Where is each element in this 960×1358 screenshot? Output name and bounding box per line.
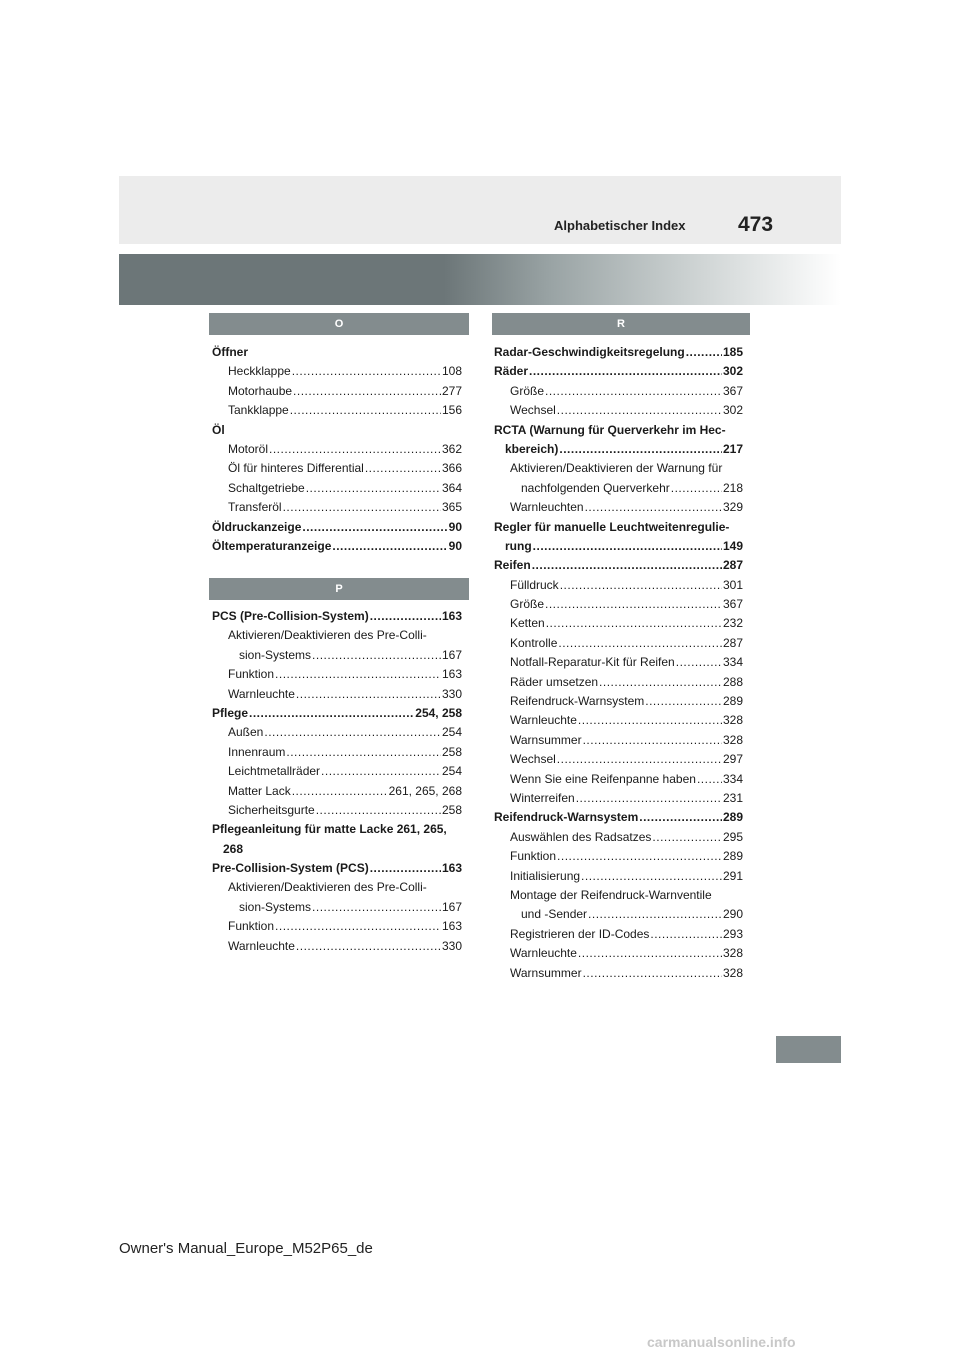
- index-entry: [494, 711, 743, 730]
- index-entry: [494, 401, 743, 420]
- index-entry-term: Pflegeanleitung für matte Lacke 261, 265,: [212, 822, 447, 837]
- index-entry-page: 302: [722, 403, 743, 418]
- index-list-p: [212, 607, 462, 956]
- index-entry: [494, 440, 743, 459]
- page-number: 473: [738, 213, 774, 236]
- dot-leader: [292, 362, 441, 381]
- index-entry-page: 291: [722, 868, 743, 883]
- index-entry-page: 367: [722, 383, 743, 398]
- dot-leader: [557, 847, 722, 866]
- dot-leader: [292, 782, 388, 801]
- index-entry: [494, 518, 743, 537]
- index-entry-page: 362: [441, 441, 462, 456]
- index-entry: [212, 498, 462, 517]
- index-entry-term: Tankklappe: [228, 403, 289, 418]
- index-entry-term: Heckklappe: [228, 364, 291, 379]
- index-entry: [494, 634, 743, 653]
- index-entry-term: Aktivieren/Deaktivieren der Warnung für: [510, 461, 723, 476]
- index-entry-term: Warnsummer: [510, 732, 582, 747]
- header-band: [119, 176, 841, 244]
- index-entry: [212, 646, 462, 665]
- dot-leader: [557, 750, 722, 769]
- index-entry-term: Öl: [212, 422, 225, 437]
- dot-leader: [676, 653, 722, 672]
- dot-leader: [560, 576, 722, 595]
- index-entry-page: 163: [441, 861, 462, 876]
- dot-leader: [546, 614, 722, 633]
- index-entry-term: Fülldruck: [510, 577, 559, 592]
- dot-leader: [249, 704, 414, 723]
- index-entry-term: Registrieren der ID-Codes: [510, 926, 650, 941]
- index-entry-page: 289: [722, 694, 743, 709]
- index-entry-page: 364: [441, 480, 462, 495]
- index-entry-page: 290: [722, 907, 743, 922]
- dot-leader: [650, 925, 722, 944]
- index-entry: [494, 537, 743, 556]
- index-entry: [494, 692, 743, 711]
- header-gradient-bar: [119, 254, 841, 305]
- index-entry-term: PCS (Pre-Collision-System): [212, 609, 369, 623]
- index-entry-term: Warnleuchten: [510, 500, 584, 515]
- index-entry: [494, 421, 743, 440]
- index-entry-page: 293: [722, 926, 743, 941]
- index-entry-page: 163: [441, 667, 462, 682]
- index-entry-term: Aktivieren/Deaktivieren des Pre-Colli-: [228, 880, 427, 895]
- index-entry-page: 156: [441, 403, 462, 418]
- index-entry-page: 329: [722, 500, 743, 515]
- dot-leader: [370, 607, 441, 626]
- index-entry-term: und -Sender: [521, 907, 588, 922]
- index-entry-page: 295: [722, 829, 743, 844]
- index-entry: [212, 762, 462, 781]
- dot-leader: [559, 440, 722, 459]
- index-entry: [212, 782, 462, 801]
- index-entry-page: 149: [722, 538, 743, 553]
- index-entry-term: Winterreifen: [510, 790, 575, 805]
- index-entry: [212, 840, 462, 859]
- dot-leader: [312, 646, 441, 665]
- index-entry: [212, 723, 462, 742]
- index-entry-page: 328: [722, 946, 743, 961]
- index-entry: [494, 925, 743, 944]
- index-entry-term: Matter Lack: [228, 783, 291, 798]
- index-entry-page: 334: [722, 771, 743, 786]
- index-entry-page: 328: [722, 732, 743, 747]
- index-list-r: [494, 343, 743, 983]
- index-entry-term: Pre-Collision-System (PCS): [212, 861, 369, 876]
- index-entry-page: 163: [441, 919, 462, 934]
- index-entry-page: 334: [722, 655, 743, 670]
- index-entry-page: 90: [448, 538, 462, 553]
- index-entry: [494, 673, 743, 692]
- index-entry: [494, 847, 743, 866]
- dot-leader: [686, 343, 722, 362]
- index-entry-term: Montage der Reifendruck-Warnventile: [510, 887, 712, 902]
- index-entry-term: Öltemperaturanzeige: [212, 538, 332, 553]
- index-entry: [212, 937, 462, 956]
- index-entry: [494, 382, 743, 401]
- index-entry-page: 330: [441, 686, 462, 701]
- index-entry-page: 261, 265, 268: [388, 783, 462, 798]
- index-entry-page: 301: [722, 577, 743, 592]
- index-entry-page: 217: [722, 441, 743, 456]
- index-entry-term: sion-Systems: [239, 647, 312, 662]
- dot-leader: [286, 743, 441, 762]
- index-entry-term: Reifendruck-Warnsystem: [494, 810, 639, 825]
- index-entry: [212, 820, 462, 839]
- index-entry-term: Außen: [228, 725, 264, 740]
- index-entry: [212, 382, 462, 401]
- index-entry-term: Regler für manuelle Leuchtweitenregulie-: [494, 519, 730, 534]
- dot-leader: [578, 711, 722, 730]
- index-entry-page: 231: [722, 790, 743, 805]
- dot-leader: [645, 692, 722, 711]
- index-entry-term: Notfall-Reparatur-Kit für Reifen: [510, 655, 675, 670]
- dot-leader: [275, 665, 441, 684]
- index-entry-term: Räder umsetzen: [510, 674, 599, 689]
- index-entry-term: Wechsel: [510, 403, 556, 418]
- index-entry: [212, 685, 462, 704]
- index-entry-page: 90: [448, 519, 462, 534]
- dot-leader: [545, 595, 722, 614]
- index-entry-page: 288: [722, 674, 743, 689]
- dot-leader: [283, 498, 441, 517]
- index-entry-term: Warnleuchte: [228, 686, 295, 701]
- index-entry-term: Warnleuchte: [510, 946, 577, 961]
- dot-leader: [296, 937, 441, 956]
- index-entry-page: 254, 258: [415, 705, 462, 720]
- index-entry-page: 328: [722, 965, 743, 980]
- index-entry: [212, 479, 462, 498]
- index-entry: [212, 537, 462, 556]
- index-entry-page: 258: [441, 802, 462, 817]
- index-entry-term: Innenraum: [228, 744, 286, 759]
- dot-leader: [576, 789, 722, 808]
- index-entry: [212, 917, 462, 936]
- index-entry-page: 254: [441, 764, 462, 779]
- index-entry-term: Motoröl: [228, 441, 269, 456]
- dot-leader: [290, 401, 441, 420]
- index-entry-term: Pflege: [212, 705, 249, 720]
- index-entry-term: kbereich): [505, 441, 559, 456]
- dot-leader: [293, 382, 441, 401]
- index-entry-term: Räder: [494, 364, 529, 379]
- index-entry: [212, 518, 462, 537]
- dot-leader: [296, 685, 441, 704]
- index-entry-term: Sicherheitsgurte: [228, 802, 315, 817]
- index-entry: [212, 665, 462, 684]
- index-entry-term: Motorhaube: [228, 383, 293, 398]
- index-entry-page: 108: [441, 364, 462, 379]
- index-entry-page: 277: [441, 383, 462, 398]
- dot-leader: [275, 917, 441, 936]
- dot-leader: [532, 556, 722, 575]
- index-list-o: [212, 343, 462, 556]
- index-entry: [494, 498, 743, 517]
- index-entry-term: Funktion: [228, 919, 275, 934]
- index-entry-term: Wenn Sie eine Reifenpanne haben: [510, 771, 696, 786]
- index-entry-term: Ketten: [510, 616, 545, 631]
- index-entry-term: Initialisierung: [510, 868, 581, 883]
- dot-leader: [578, 944, 722, 963]
- index-entry-page: 330: [441, 938, 462, 953]
- index-entry: [212, 898, 462, 917]
- dot-leader: [545, 382, 722, 401]
- index-entry-page: 254: [441, 725, 462, 740]
- index-entry-page: 287: [722, 558, 743, 573]
- section-header-p: P: [209, 578, 469, 600]
- index-entry-term: 268: [223, 841, 244, 856]
- dot-leader: [697, 770, 722, 789]
- index-entry-page: 185: [722, 345, 743, 359]
- index-entry: [494, 576, 743, 595]
- index-entry: [212, 459, 462, 478]
- index-entry-term: Öl für hinteres Differential: [228, 461, 364, 476]
- index-entry: [212, 626, 462, 645]
- index-entry: [494, 789, 743, 808]
- index-entry-term: RCTA (Warnung für Querverkehr im Hec-: [494, 422, 726, 437]
- index-entry: [494, 886, 743, 905]
- index-entry: [212, 401, 462, 420]
- index-entry: [494, 595, 743, 614]
- index-entry: [494, 905, 743, 924]
- side-tab-marker: [776, 1036, 841, 1063]
- dot-leader: [558, 634, 722, 653]
- index-entry-term: Warnleuchte: [510, 713, 577, 728]
- dot-leader: [312, 898, 441, 917]
- dot-leader: [529, 362, 722, 381]
- index-entry: [212, 607, 462, 626]
- index-entry-page: 367: [722, 597, 743, 612]
- dot-leader: [585, 498, 722, 517]
- index-entry-term: rung: [505, 538, 532, 553]
- index-entry: [494, 479, 743, 498]
- dot-leader: [581, 867, 722, 886]
- index-entry: [494, 867, 743, 886]
- dot-leader: [671, 479, 722, 498]
- index-entry-page: 366: [441, 461, 462, 476]
- index-entry-term: Leichtmetallräder: [228, 764, 321, 779]
- index-entry: [494, 459, 743, 478]
- index-entry: [212, 859, 462, 878]
- index-entry: [494, 828, 743, 847]
- index-entry-page: 287: [722, 635, 743, 650]
- index-entry: [212, 878, 462, 897]
- index-entry-term: nachfolgenden Querverkehr: [521, 480, 670, 495]
- dot-leader: [264, 723, 441, 742]
- index-entry-page: 302: [722, 364, 743, 379]
- index-entry-term: Auswählen des Radsatzes: [510, 829, 652, 844]
- dot-leader: [269, 440, 441, 459]
- index-entry: [494, 808, 743, 827]
- index-entry-term: Schaltgetriebe: [228, 480, 305, 495]
- section-header-r: R: [492, 313, 750, 335]
- dot-leader: [652, 828, 722, 847]
- index-entry: [494, 750, 743, 769]
- dot-leader: [316, 801, 441, 820]
- dot-leader: [583, 964, 722, 983]
- dot-leader: [533, 537, 722, 556]
- index-entry-term: Wechsel: [510, 752, 556, 767]
- index-entry: [494, 770, 743, 789]
- index-entry-page: 167: [441, 647, 462, 662]
- index-entry-term: Reifendruck-Warnsystem: [510, 694, 645, 709]
- index-entry: [494, 653, 743, 672]
- index-entry-page: 258: [441, 744, 462, 759]
- index-entry-page: 289: [722, 849, 743, 864]
- dot-leader: [321, 762, 441, 781]
- index-entry: [212, 421, 462, 440]
- dot-leader: [599, 673, 722, 692]
- index-entry-term: Aktivieren/Deaktivieren des Pre-Colli-: [228, 628, 427, 643]
- index-entry: [212, 801, 462, 820]
- index-entry: [494, 964, 743, 983]
- index-entry-page: 163: [441, 609, 462, 623]
- watermark: carmanualsonline.info: [647, 1334, 796, 1350]
- dot-leader: [370, 859, 441, 878]
- index-entry: [212, 343, 462, 362]
- index-entry-term: Öffner: [212, 345, 248, 359]
- index-entry-term: Größe: [510, 597, 545, 612]
- dot-leader: [306, 479, 441, 498]
- index-entry: [494, 944, 743, 963]
- index-entry: [494, 614, 743, 633]
- index-entry-term: Öldruckanzeige: [212, 519, 302, 534]
- index-entry-term: Kontrolle: [510, 635, 558, 650]
- index-entry: [212, 704, 462, 723]
- index-entry-term: Radar-Geschwindigkeitsregelung: [494, 345, 685, 359]
- index-entry-term: Warnsummer: [510, 965, 582, 980]
- dot-leader: [365, 459, 441, 478]
- dot-leader: [583, 731, 722, 750]
- page-title: Alphabetischer Index: [554, 218, 686, 233]
- index-entry: [212, 362, 462, 381]
- index-entry-page: 365: [441, 500, 462, 515]
- index-entry: [212, 743, 462, 762]
- index-entry: [494, 343, 743, 362]
- dot-leader: [588, 905, 722, 924]
- index-entry-page: 289: [722, 810, 743, 825]
- index-entry-term: Warnleuchte: [228, 938, 295, 953]
- index-entry-page: 218: [722, 480, 743, 495]
- index-entry-page: 328: [722, 713, 743, 728]
- index-entry: [494, 362, 743, 381]
- index-entry-term: Größe: [510, 383, 545, 398]
- index-entry-term: Transferöl: [228, 500, 282, 515]
- index-entry-page: 232: [722, 616, 743, 631]
- index-entry-term: Funktion: [228, 667, 275, 682]
- index-entry-term: Reifen: [494, 558, 531, 573]
- index-entry-term: Funktion: [510, 849, 557, 864]
- dot-leader: [332, 537, 447, 556]
- index-entry: [212, 440, 462, 459]
- index-entry: [494, 731, 743, 750]
- dot-leader: [639, 808, 722, 827]
- index-entry-page: 167: [441, 899, 462, 914]
- dot-leader: [302, 518, 447, 537]
- section-header-o: O: [209, 313, 469, 335]
- index-entry-term: sion-Systems: [239, 899, 312, 914]
- index-entry: [494, 556, 743, 575]
- index-entry-page: 297: [722, 752, 743, 767]
- dot-leader: [557, 401, 722, 420]
- footer-manual-id: Owner's Manual_Europe_M52P65_de: [119, 1240, 373, 1257]
